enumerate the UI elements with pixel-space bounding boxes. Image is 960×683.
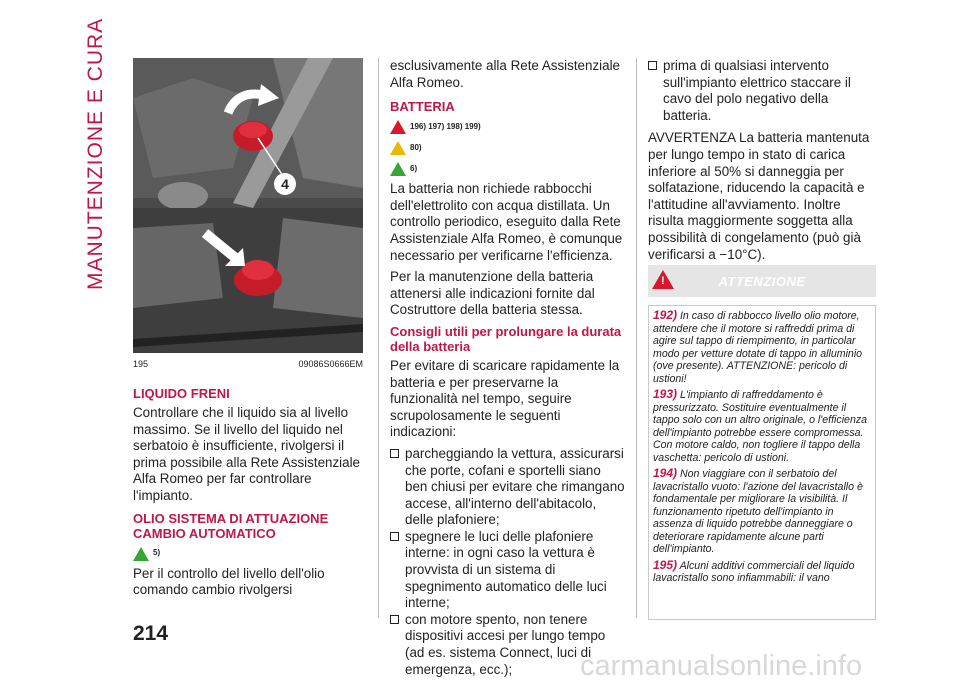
figure-callout: 4	[281, 176, 289, 192]
reference-row	[390, 160, 625, 178]
reference-link[interactable]: 5)	[153, 548, 161, 558]
reference-row	[390, 139, 625, 157]
list-item: prima di qualsiasi intervento sull'impianto elettrico staccare il cavo del polo negativo della batteria.	[648, 58, 876, 124]
engine-bay-figure	[133, 58, 363, 353]
reference-link[interactable]: 6)	[410, 163, 418, 173]
checkbox-bullet-icon	[390, 532, 399, 541]
page-number: 214	[133, 622, 169, 645]
column-3	[648, 58, 876, 268]
paragraph: AVVERTENZA La batteria mantenuta per lungo tempo in stato di carica inferiore al 50% si danneggia per solfatazione, riducendo la capacità e l'attitudine all'avviamento. Inoltre risulta maggiormente soggetta alla possibilità di congelamento (può già verificarsi a −10°C).	[648, 130, 870, 262]
heading-consigli: Consigli utili per prolungare la durata della batteria	[390, 323, 622, 354]
reference-row	[133, 545, 365, 563]
column-2	[390, 58, 625, 678]
danger-warning-icon	[390, 120, 406, 134]
list-item: parcheggiando la vettura, assicurarsi che porte, cofani e sportelli siano ben chiusi per evitare che rimangano accese, all'interno dell'abitacolo, delle plafoniere;	[390, 446, 625, 529]
warning-item: 193) L'impianto di raffreddamento è pressurizzato. Sostituire eventualmente il tappo solo con un altro originale, o l'efficienza dell'impianto potrebbe essere compromessa. Con motore caldo, non togliere il tappo della vaschetta: pericolo di ustioni.	[653, 387, 868, 464]
column-divider	[636, 58, 637, 618]
paragraph: Per il controllo del livello dell'olio comando cambio rivolgersi	[133, 565, 325, 598]
paragraph: Per la manutenzione della batteria attenersi alle indicazioni fornite dal Costruttore della batteria stessa.	[390, 269, 595, 318]
reference-link[interactable]: 80)	[410, 142, 422, 152]
reference-links[interactable]: 196) 197) 198) 199)	[410, 121, 481, 131]
warning-item: 194) Non viaggiare con il serbatoio del lavacristallo vuoto: l'azione del lavacristallo è fondamentale per migliorare la visibilità. Il funzionamento ripetuto dell'impianto in assenza di liquido potrebbe danneggiare o deteriorare rapidamente alcune parti dell'impianto.	[653, 466, 863, 555]
column-1	[133, 382, 365, 604]
danger-warning-icon	[652, 270, 674, 289]
warning-box	[648, 305, 876, 620]
section-side-title: MANUTENZIONE E CURA	[84, 17, 107, 290]
list-item: spegnere le luci delle plafoniere interne: in ogni caso la vettura è provvista di un sistema di spegnimento automatico delle luci interne;	[390, 529, 625, 612]
checkbox-bullet-icon	[390, 449, 399, 458]
paragraph: Controllare che il liquido sia al livello massimo. Se il livello del liquido nel serbatoio è insufficiente, rivolgersi il prima possibile alla Rete Assistenziale Alfa Romeo per far controllare l'impianto.	[133, 405, 361, 503]
environment-warning-icon	[390, 162, 406, 176]
engine-bay-illustration	[133, 58, 363, 353]
figure-caption	[133, 359, 363, 369]
warning-item: 195) Alcuni additivi commerciali del liquido lavacristallo sono infiammabili: il vano	[653, 557, 855, 584]
heading-olio-cambio: OLIO SISTEMA DI ATTUAZIONE CAMBIO AUTOMATICO	[133, 510, 329, 541]
heading-batteria: BATTERIA	[390, 99, 455, 115]
warning-box-header	[648, 265, 876, 297]
paragraph: Per evitare di scaricare rapidamente la batteria e per preservarne la funzionalità nel tempo, seguire scrupolosamente le seguenti indicazioni:	[390, 357, 620, 440]
column-divider	[378, 58, 379, 618]
checkbox-bullet-icon	[648, 61, 657, 70]
checkbox-bullet-icon	[390, 615, 399, 624]
caution-warning-icon	[390, 141, 406, 155]
figure-code: 09086S0666EM	[298, 359, 363, 369]
warning-title: ATTENZIONE	[718, 273, 806, 289]
paragraph: esclusivamente alla Rete Assistenziale Alfa Romeo.	[390, 58, 620, 90]
warning-item: 192) In caso di rabbocco livello olio motore, attendere che il motore si raffreddi prima di agire sul tappo di riempimento, in particolar modo per vetture dotate di tappo in alluminio (ove presente). ATTENZIONE: pericolo di ustioni!	[653, 308, 863, 385]
figure-number: 195	[133, 359, 149, 369]
watermark: carmanualsonline.info	[580, 650, 863, 682]
environment-warning-icon	[133, 547, 149, 561]
reference-row	[390, 118, 625, 136]
heading-liquido-freni: LIQUIDO FRENI	[133, 386, 230, 401]
list-item: con motore spento, non tenere dispositivi accesi per lungo tempo (ad es. sistema Connect, luci di emergenza, ecc.);	[390, 612, 625, 678]
paragraph: La batteria non richiede rabbocchi dell'elettrolito con acqua distillata. Un controllo periodico, eseguito dalla Rete Assistenziale Alfa Romeo, è comunque necessario per verificarne l'efficienza.	[390, 181, 623, 263]
